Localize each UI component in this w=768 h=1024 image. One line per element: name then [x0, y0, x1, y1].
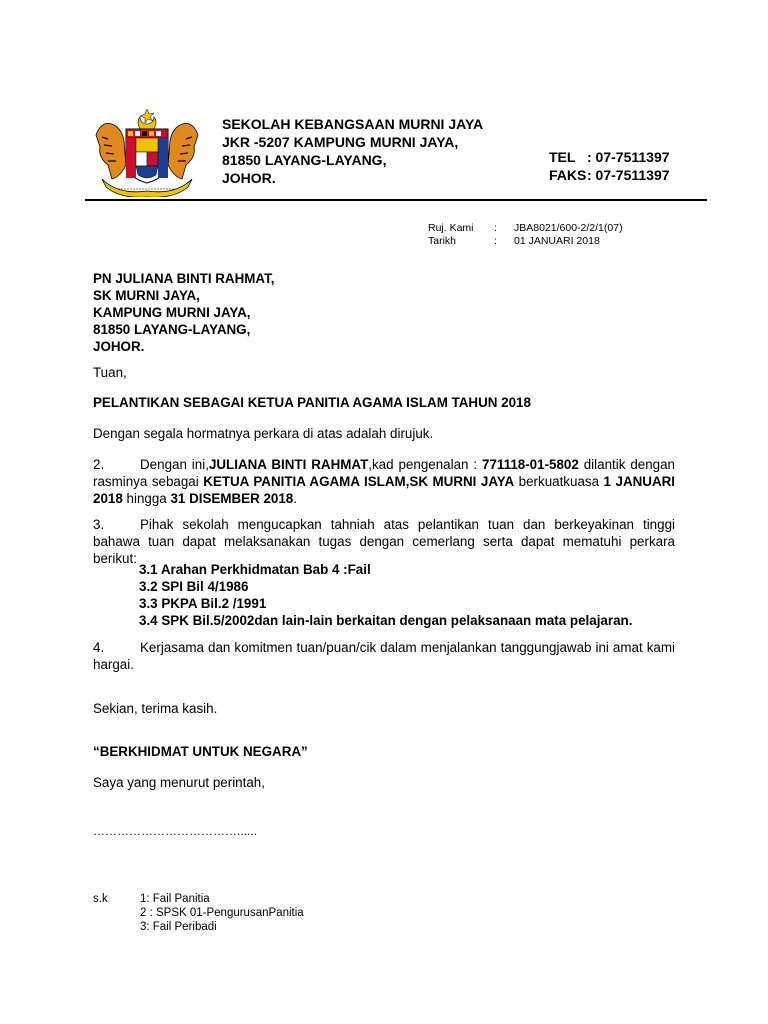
- para-text: ,kad pengenalan :: [368, 457, 483, 472]
- cc-label: s.k: [93, 893, 108, 905]
- school-address-line: 81850 LAYANG-LAYANG,: [222, 152, 387, 168]
- cc-list: [140, 892, 304, 934]
- closing-line: Sekian, terima kasih.: [93, 701, 218, 716]
- recipient-line: JOHOR.: [93, 339, 145, 354]
- para-text: .: [293, 491, 297, 506]
- para-text: berkuatkuasa: [514, 474, 604, 489]
- motto: “BERKHIDMAT UNTUK NEGARA”: [93, 744, 308, 759]
- ref-row: [428, 222, 623, 235]
- end-date: 31 DISEMBER 2018: [170, 491, 294, 506]
- cc-item: 2 : SPSK 01-PengurusanPanitia: [140, 907, 304, 919]
- appointment-post: KETUA PANITIA AGAMA ISLAM,SK MURNI JAYA: [203, 474, 515, 489]
- sign-off: Saya yang menurut perintah,: [93, 775, 265, 790]
- recipient-address: [93, 270, 275, 355]
- fax-value: : 07-7511397: [587, 167, 670, 183]
- list-item: 3.1 Arahan Perkhidmatan Bab 4 :Fail: [139, 562, 371, 577]
- paragraph-4: [93, 639, 675, 673]
- start-date: 1 JANUARI 2018: [93, 474, 676, 506]
- letter-subject: PELANTIKAN SEBAGAI KETUA PANITIA AGAMA ISLAM TAHUN 2018: [93, 395, 531, 410]
- coat-of-arms-logo: [88, 107, 206, 197]
- paragraph-number: 2.: [93, 457, 105, 472]
- cc-item: 3: Fail Peribadi: [140, 921, 217, 933]
- school-address-line: JOHOR.: [222, 170, 276, 186]
- appointee-name: JULIANA BINTI RAHMAT: [208, 457, 369, 472]
- recipient-line: SK MURNI JAYA,: [93, 288, 200, 303]
- para-text: dilantik dengan rasminya sebagai: [93, 457, 675, 489]
- tel-label: TEL: [549, 149, 576, 165]
- ic-number: 771118-01-5802: [482, 457, 579, 472]
- ref-label: Ruj. Kami: [428, 222, 474, 234]
- para-text: Kerjasama dan komitmen tuan/puan/cik dalam menjalankan tanggungjawab ini amat kami hargai.: [93, 640, 675, 672]
- ref-colon: :: [494, 222, 497, 234]
- list-item: 3.4 SPK Bil.5/2002dan lain-lain berkaitan dengan pelaksanaan mata pelajaran.: [139, 613, 633, 628]
- ref-value: JBA8021/600-2/2/1(07): [514, 222, 623, 234]
- school-address-line: JKR -5207 KAMPUNG MURNI JAYA,: [222, 134, 459, 150]
- fax-row: [549, 166, 670, 184]
- recipient-name: PN JULIANA BINTI RAHMAT,: [93, 271, 275, 286]
- date-value: 01 JANUARI 2018: [514, 235, 600, 247]
- paragraph-number: 3.: [93, 517, 105, 532]
- para-text: hingga: [122, 491, 171, 506]
- list-item: 3.2 SPI Bil 4/1986: [139, 579, 249, 594]
- opening-line: Dengan segala hormatnya perkara di atas adalah dirujuk.: [93, 426, 434, 441]
- para-text: Dengan ini,: [140, 457, 209, 472]
- carbon-copy-block: [93, 892, 304, 934]
- date-label: Tarikh: [428, 235, 457, 247]
- school-address-block: [222, 115, 483, 187]
- paragraph-3: [93, 516, 675, 567]
- salutation: Tuan,: [93, 365, 127, 380]
- recipient-line: KAMPUNG MURNI JAYA,: [93, 305, 251, 320]
- school-name: SEKOLAH KEBANGSAAN MURNI JAYA: [222, 116, 484, 132]
- para-text: Pihak sekolah mengucapkan tahniah atas pelantikan tuan dan berkeyakinan tinggi bahawa tuan dapat melaksanakan tugas dengan cemerlang serta dapat mematuhi perkara berikut:: [93, 517, 675, 566]
- recipient-line: 81850 LAYANG-LAYANG,: [93, 322, 251, 337]
- date-colon: :: [494, 235, 497, 247]
- signature-line: ………………………………......: [93, 824, 258, 838]
- reference-block: [428, 222, 623, 248]
- paragraph-number: 4.: [93, 640, 105, 655]
- list-item: 3.3 PKPA Bil.2 /1991: [139, 596, 267, 611]
- tel-value: : 07-7511397: [587, 149, 670, 165]
- regulation-list: [139, 561, 632, 629]
- paragraph-2: [93, 456, 675, 507]
- header-divider: [85, 199, 707, 201]
- contact-block: [549, 148, 670, 184]
- date-row: [428, 235, 623, 248]
- fax-label: FAKS: [549, 167, 587, 183]
- cc-item: 1: Fail Panitia: [140, 893, 210, 905]
- tel-row: [549, 148, 670, 166]
